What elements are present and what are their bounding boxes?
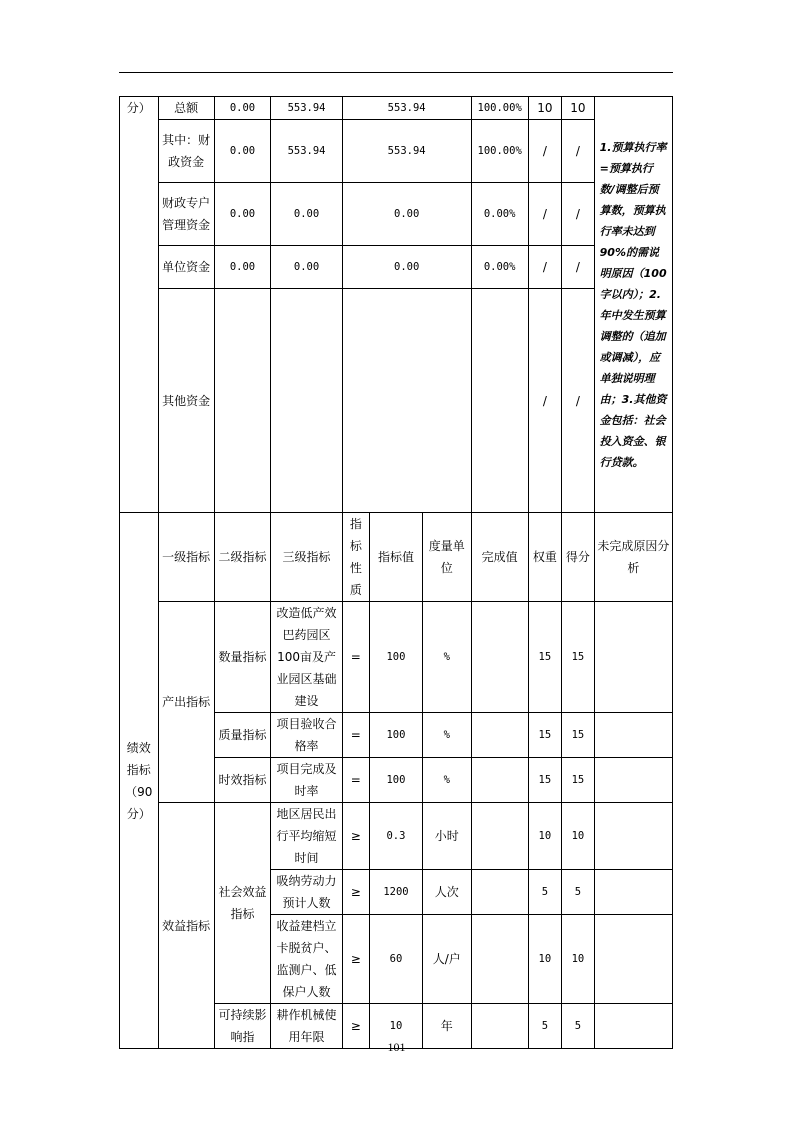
perf-weight: 15 xyxy=(528,602,562,713)
perf-weight: 10 xyxy=(528,803,562,870)
perf-reason xyxy=(594,602,672,713)
header-level2: 二级指标 xyxy=(214,513,271,602)
budget-note: 1.预算执行率=预算执行数/调整后预算数，预算执行率未达到90%的需说明原因（100字以内）；2.年中发生预算调整的（追加或调减），应单独说明理由；3.其他资金包括：社会投入资金、银行贷款。 xyxy=(599,140,667,469)
perf-l3: 项目完成及时率 xyxy=(271,758,342,803)
perf-value: 10 xyxy=(370,1004,423,1049)
perf-unit: % xyxy=(422,602,471,713)
budget-weight: / xyxy=(528,183,562,246)
header-unit: 度量单位 xyxy=(422,513,471,602)
perf-header-row xyxy=(120,513,673,602)
perf-nature: ≥ xyxy=(342,803,369,870)
budget-label: 财政专户管理资金 xyxy=(158,183,214,246)
perf-value: 0.3 xyxy=(370,803,423,870)
perf-nature: ≥ xyxy=(342,1004,369,1049)
benefit-group-label: 效益指标 xyxy=(158,803,214,1049)
perf-done xyxy=(471,713,528,758)
perf-l2: 可持续影响指 xyxy=(214,1004,271,1049)
budget-score: 10 xyxy=(562,97,595,120)
budget-row-unit xyxy=(120,246,673,289)
budget-weight: / xyxy=(528,289,562,513)
perf-l3: 吸纳劳动力预计人数 xyxy=(271,870,342,915)
perf-unit: 小时 xyxy=(422,803,471,870)
perf-l3: 收益建档立卡脱贫户、监测户、低保户人数 xyxy=(271,915,342,1004)
perf-done xyxy=(471,758,528,803)
perf-l3: 地区居民出行平均缩短时间 xyxy=(271,803,342,870)
perf-score: 5 xyxy=(562,870,595,915)
perf-score: 10 xyxy=(562,915,595,1004)
perf-reason xyxy=(594,713,672,758)
perf-weight: 5 xyxy=(528,1004,562,1049)
budget-initial: 0.00 xyxy=(214,183,271,246)
perf-nature: = xyxy=(342,758,369,803)
budget-label: 其中：财政资金 xyxy=(158,120,214,183)
perf-done xyxy=(471,915,528,1004)
perf-score: 10 xyxy=(562,803,595,870)
budget-row-fiscal xyxy=(120,120,673,183)
header-level1: 一级指标 xyxy=(158,513,214,602)
perf-row xyxy=(120,602,673,713)
header-level3: 三级指标 xyxy=(271,513,342,602)
perf-l3: 改造低产效巴药园区100亩及产业园区基础建设 xyxy=(271,602,342,713)
perf-l3: 项目验收合格率 xyxy=(271,713,342,758)
perf-score: 15 xyxy=(562,602,595,713)
budget-row-total xyxy=(120,97,673,120)
perf-l2: 数量指标 xyxy=(214,602,271,713)
budget-initial: 0.00 xyxy=(214,246,271,289)
budget-adjusted xyxy=(271,289,342,513)
perf-l3: 耕作机械使用年限 xyxy=(271,1004,342,1049)
perf-nature: = xyxy=(342,602,369,713)
budget-rate: 0.00% xyxy=(471,183,528,246)
perf-value: 100 xyxy=(370,758,423,803)
perf-weight: 15 xyxy=(528,758,562,803)
budget-label: 单位资金 xyxy=(158,246,214,289)
budget-rate xyxy=(471,289,528,513)
budget-rate: 100.00% xyxy=(471,97,528,120)
header-rule xyxy=(119,72,673,73)
perf-value: 100 xyxy=(370,602,423,713)
perf-reason xyxy=(594,758,672,803)
perf-done xyxy=(471,870,528,915)
perf-score: 15 xyxy=(562,713,595,758)
perf-value: 100 xyxy=(370,713,423,758)
perf-section-label: 绩效指标（90分） xyxy=(120,513,159,1049)
perf-nature: = xyxy=(342,713,369,758)
perf-weight: 15 xyxy=(528,713,562,758)
perf-row xyxy=(120,803,673,870)
performance-table xyxy=(119,96,673,1049)
budget-executed xyxy=(342,289,471,513)
perf-unit: % xyxy=(422,758,471,803)
section-label-top: 分） xyxy=(120,97,159,513)
output-group-label: 产出指标 xyxy=(158,602,214,803)
perf-unit: 人次 xyxy=(422,870,471,915)
perf-l2: 质量指标 xyxy=(214,713,271,758)
header-score: 得分 xyxy=(562,513,595,602)
budget-executed: 0.00 xyxy=(342,183,471,246)
perf-unit: % xyxy=(422,713,471,758)
perf-unit: 年 xyxy=(422,1004,471,1049)
budget-executed: 553.94 xyxy=(342,120,471,183)
perf-reason xyxy=(594,870,672,915)
header-weight: 权重 xyxy=(528,513,562,602)
budget-row-special xyxy=(120,183,673,246)
perf-reason xyxy=(594,803,672,870)
budget-executed: 553.94 xyxy=(342,97,471,120)
budget-score: / xyxy=(562,120,595,183)
budget-initial: 0.00 xyxy=(214,120,271,183)
budget-adjusted: 553.94 xyxy=(271,97,342,120)
header-nature: 指标性质 xyxy=(342,513,369,602)
header-done: 完成值 xyxy=(471,513,528,602)
perf-value: 60 xyxy=(370,915,423,1004)
perf-weight: 10 xyxy=(528,915,562,1004)
header-reason: 未完成原因分析 xyxy=(594,513,672,602)
budget-weight: 10 xyxy=(528,97,562,120)
budget-rate: 0.00% xyxy=(471,246,528,289)
budget-rate: 100.00% xyxy=(471,120,528,183)
perf-value: 1200 xyxy=(370,870,423,915)
budget-score: / xyxy=(562,183,595,246)
budget-row-other xyxy=(120,289,673,513)
budget-label: 其他资金 xyxy=(158,289,214,513)
perf-unit: 人/户 xyxy=(422,915,471,1004)
perf-nature: ≥ xyxy=(342,870,369,915)
perf-done xyxy=(471,602,528,713)
budget-note-cell xyxy=(594,97,672,513)
perf-l2: 时效指标 xyxy=(214,758,271,803)
perf-reason xyxy=(594,915,672,1004)
perf-score: 15 xyxy=(562,758,595,803)
perf-nature: ≥ xyxy=(342,915,369,1004)
budget-adjusted: 0.00 xyxy=(271,246,342,289)
budget-weight: / xyxy=(528,120,562,183)
budget-initial xyxy=(214,289,271,513)
budget-score: / xyxy=(562,246,595,289)
budget-executed: 0.00 xyxy=(342,246,471,289)
perf-done xyxy=(471,803,528,870)
budget-adjusted: 553.94 xyxy=(271,120,342,183)
budget-adjusted: 0.00 xyxy=(271,183,342,246)
budget-label: 总额 xyxy=(158,97,214,120)
header-value: 指标值 xyxy=(370,513,423,602)
perf-l2: 社会效益指标 xyxy=(214,803,271,1004)
budget-weight: / xyxy=(528,246,562,289)
perf-weight: 5 xyxy=(528,870,562,915)
budget-score: / xyxy=(562,289,595,513)
perf-score: 5 xyxy=(562,1004,595,1049)
budget-initial: 0.00 xyxy=(214,97,271,120)
page-number: 101 xyxy=(387,1040,406,1054)
